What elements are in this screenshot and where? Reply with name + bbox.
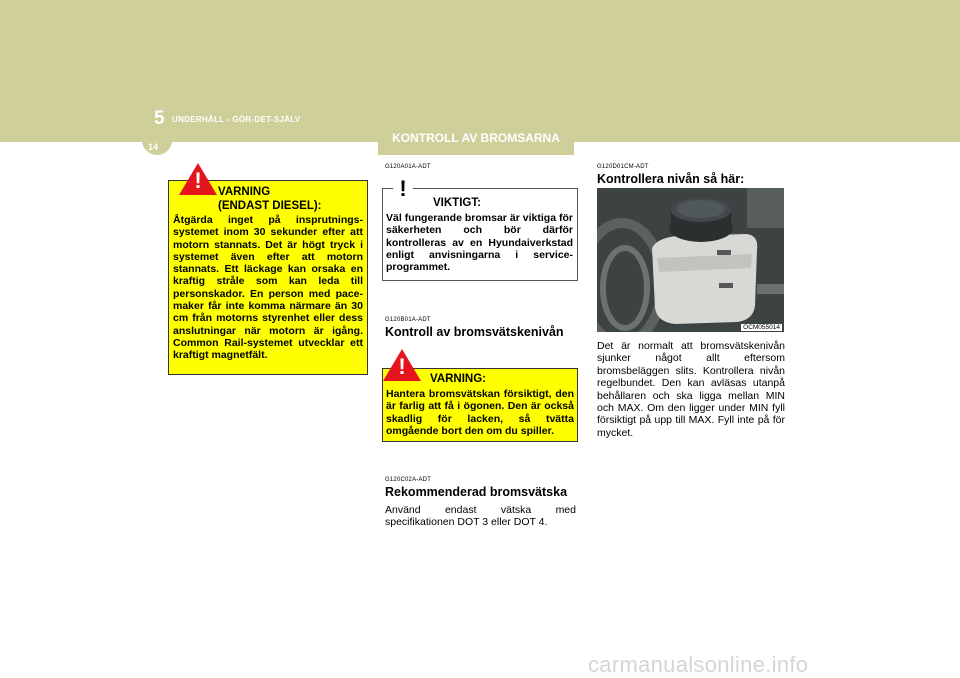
check-level-heading: Kontrollera nivån så här: bbox=[597, 172, 745, 186]
section-title: KONTROLL AV BROMSARNA bbox=[392, 131, 560, 145]
chapter-title: UNDERHÅLL - GÖR-DET-SJÄLV bbox=[172, 115, 301, 124]
recommended-body: Använd endast vätska med specifikationen DOT 3 eller DOT 4. bbox=[385, 504, 576, 529]
fluid-warning-title: VARNING: bbox=[430, 373, 487, 385]
brake-fluid-reservoir-image bbox=[597, 188, 784, 332]
important-body: Väl fungerande bromsar är viktiga för säkerheten och bör därför kontrolleras av en Hyundaiverkstad enligt anvisningarna i service-programmet. bbox=[386, 212, 573, 274]
chapter-number: 5 bbox=[154, 108, 165, 129]
warning-exclamation-mark: ! bbox=[194, 168, 202, 193]
watermark: carmanualsonline.info bbox=[588, 652, 809, 677]
photo-label: OCM055014 bbox=[743, 324, 780, 331]
page-number: 14 bbox=[148, 142, 159, 152]
check-level-body: Det är normalt att bromsvätskenivån sjunker något allt eftersom bromsbeläggen slits. Kontrollera nivån regelbundet. Den kan avläsas utanpå behållaren och ska ligga mellan MIN och MAX. Om den ligger under MIN fyll försiktigt på upp till MAX. Fyll inte på för mycket. bbox=[597, 340, 785, 439]
important-title: VIKTIGT: bbox=[433, 197, 481, 209]
section-underline bbox=[378, 153, 574, 155]
header-band bbox=[0, 0, 960, 142]
check-level-code: G120D01CM-ADT bbox=[597, 164, 649, 170]
important-code: G120A01A-ADT bbox=[385, 164, 431, 170]
brake-reservoir-photo bbox=[597, 188, 784, 332]
diesel-warning-body: Åtgärda inget på insprutnings-systemet inom 30 sekunder efter att motorn stannats. Det är högt tryck i systemet även efter att motorn stannats. Ett läckage kan orsaka en kraftig stråle som kan leda till personskador. En person med pace-maker får inte komma närmare än 30 cm från motorns styrenhet eller dess anslutningar när motorn är igång. Common Rail-systemet utvecklar ett kraftigt magnetfält. bbox=[173, 214, 363, 362]
fluid-level-code: G120B01A-ADT bbox=[385, 317, 431, 323]
recommended-code: G120C02A-ADT bbox=[385, 477, 432, 483]
diesel-warning-title: VARNING bbox=[218, 186, 271, 198]
fluid-warning-body: Hantera bromsvätskan försiktigt, den är farlig att få i ögonen. Den är också skadlig för lacken, så tvätta omgående bort den om du spiller. bbox=[386, 388, 574, 437]
recommended-heading: Rekommenderad bromsvätska bbox=[385, 485, 568, 499]
notice-exclamation-mark: ! bbox=[399, 176, 407, 201]
fluid-warning-exclamation-mark: ! bbox=[398, 354, 406, 379]
fluid-level-heading: Kontroll av bromsvätskenivån bbox=[385, 325, 564, 339]
diesel-warning-subtitle: (ENDAST DIESEL): bbox=[218, 200, 322, 212]
